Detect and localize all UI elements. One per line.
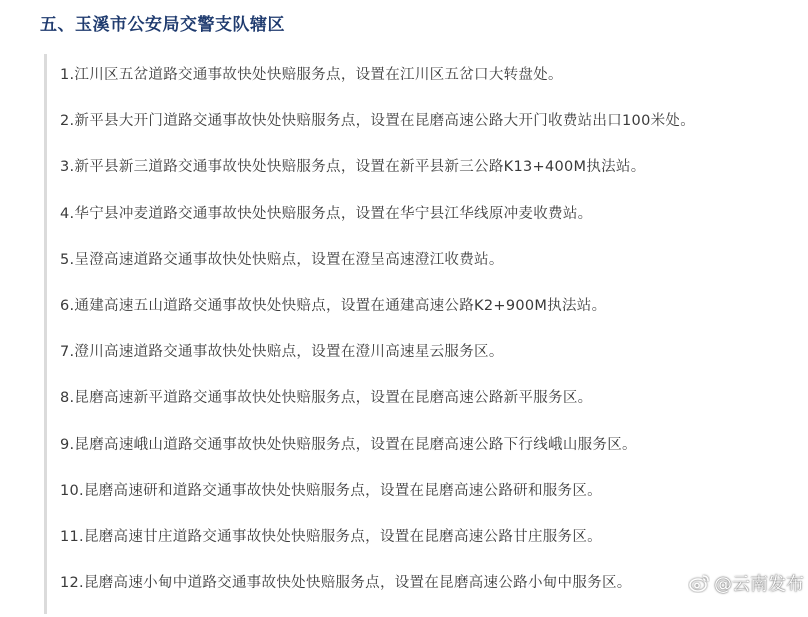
watermark-text: @云南发布 [714, 574, 804, 595]
list-item: 12.昆磨高速小甸中道路交通事故快处快赔服务点，设置在昆磨高速公路小甸中服务区。 [60, 575, 632, 592]
list-item: 3.新平县新三道路交通事故快处快赔服务点，设置在新平县新三公路K13+400M执法站。 [60, 159, 646, 176]
list-item: 7.澄川高速道路交通事故快处快赔点，设置在澄川高速星云服务区。 [60, 344, 504, 361]
list-item: 11.昆磨高速甘庄道路交通事故快处快赔服务点，设置在昆磨高速公路甘庄服务区。 [60, 528, 602, 545]
blockquote-bar [44, 54, 47, 614]
section-heading: 五、玉溪市公安局交警支队辖区 [40, 15, 285, 35]
list-item: 9.昆磨高速峨山道路交通事故快处快赔服务点，设置在昆磨高速公路下行线峨山服务区。 [60, 436, 637, 453]
weibo-logo-icon [688, 573, 710, 593]
list-item: 6.通建高速五山道路交通事故快处快赔点，设置在通建高速公路K2+900M执法站。 [60, 297, 607, 314]
list-item: 1.江川区五岔道路交通事故快处快赔服务点，设置在江川区五岔口大转盘处。 [60, 67, 563, 83]
weibo-watermark [688, 570, 804, 596]
list-item: 4.华宁县冲麦道路交通事故快处快赔服务点，设置在华宁县江华线原冲麦收费站。 [60, 205, 593, 222]
list-item: 8.昆磨高速新平道路交通事故快处快赔服务点，设置在昆磨高速公路新平服务区。 [60, 390, 593, 407]
list-item: 5.呈澄高速道路交通事故快处快赔点，设置在澄呈高速澄江收费站。 [60, 251, 504, 268]
list-item: 2.新平县大开门道路交通事故快处快赔服务点，设置在昆磨高速公路大开门收费站出口100米处。 [60, 113, 696, 130]
service-point-list [60, 63, 695, 617]
list-item: 10.昆磨高速研和道路交通事故快处快赔服务点，设置在昆磨高速公路研和服务区。 [60, 482, 602, 499]
